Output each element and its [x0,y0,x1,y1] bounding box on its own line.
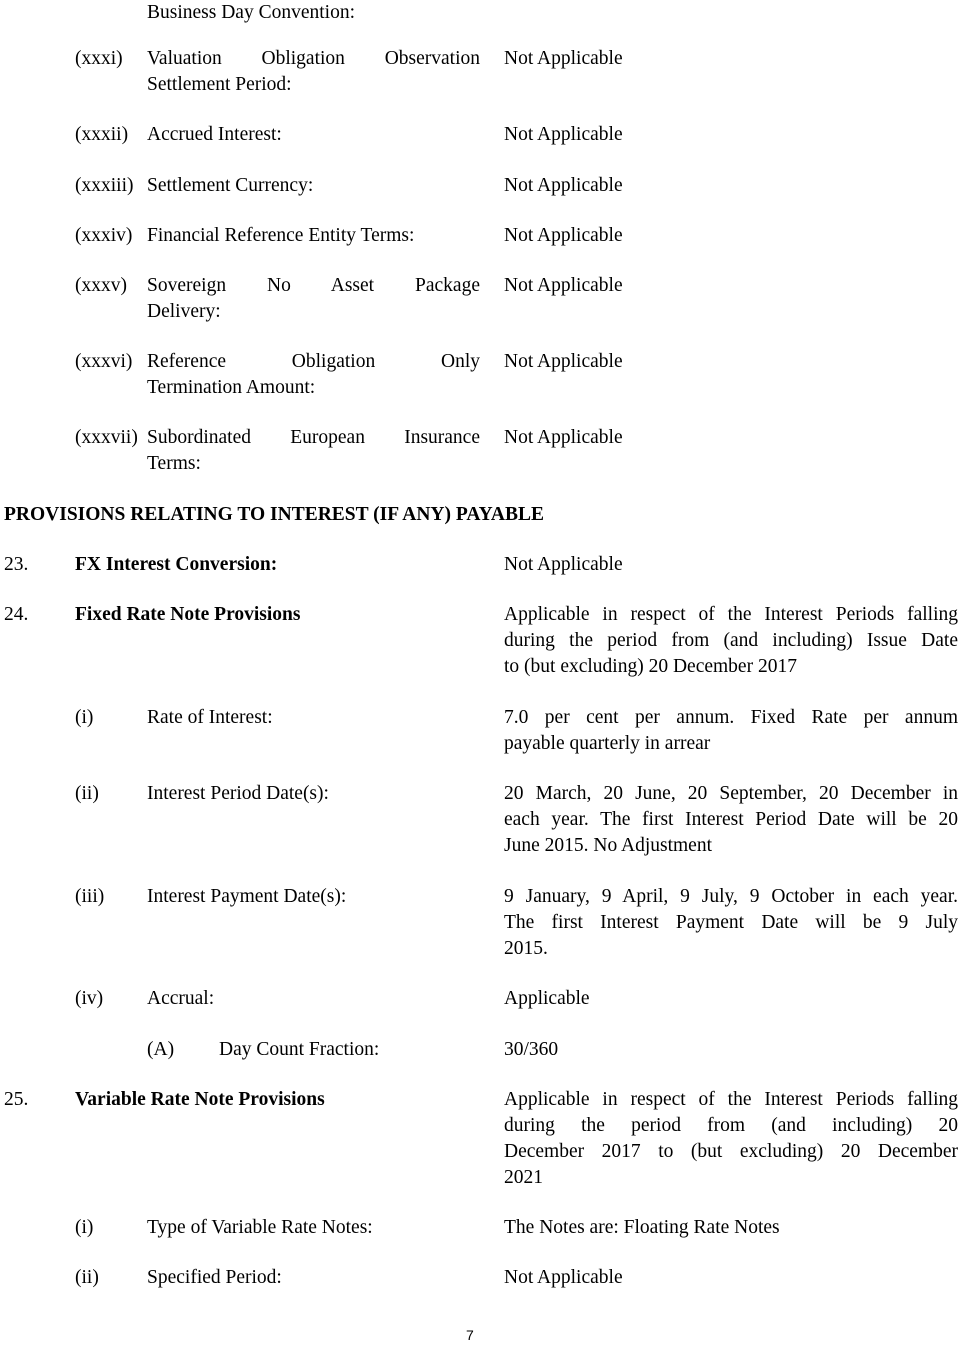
item-label: Settlement Period: [147,74,292,95]
sub-item-value: The Notes are: Floating Rate Notes [504,1217,780,1238]
section-value: Not Applicable [504,554,623,575]
sub-item-value: payable quarterly in arrear [504,733,711,754]
section-value: during the period from (and including) Issue Date [504,630,958,651]
section-label: Fixed Rate Note Provisions [75,604,301,625]
section-number: 23. [4,554,29,575]
item-value: Not Applicable [504,427,623,448]
item-value: Not Applicable [504,351,623,372]
sub-item-number: (iv) [75,988,104,1009]
sub-item-label: Type of Variable Rate Notes: [147,1217,373,1238]
sub-item-value: June 2015. No Adjustment [504,835,712,856]
sub-item-label: Interest Period Date(s): [147,783,329,804]
item-label: Settlement Currency: [147,175,314,196]
section-value: Applicable in respect of the Interest Periods falling [504,604,958,625]
item-value: Not Applicable [504,124,623,145]
item-number: (xxxiii) [75,175,134,196]
item-label: Sovereign No Asset Package [147,275,480,296]
sub-sub-item-number: (A) [147,1039,175,1060]
page-number: 7 [466,1327,474,1343]
item-label: Financial Reference Entity Terms: [147,225,415,246]
section-value: to (but excluding) 20 December 2017 [504,656,797,677]
section-number: 24. [4,604,29,625]
sub-item-value: Not Applicable [504,1267,623,1288]
item-label: Valuation Obligation Observation [147,48,480,69]
item-value: Not Applicable [504,275,623,296]
sub-item-value: 7.0 per cent per annum. Fixed Rate per annum [504,707,958,728]
sub-item-label: Rate of Interest: [147,707,273,728]
item-label: Accrued Interest: [147,124,282,145]
sub-sub-item-value: 30/360 [504,1039,559,1060]
item-number: (xxxii) [75,124,129,145]
item-number: (xxxiv) [75,225,133,246]
section-value: during the period from (and including) 20 [504,1115,958,1136]
item-value: Not Applicable [504,48,623,69]
item-label: Delivery: [147,301,221,322]
sub-item-value: 20 March, 20 June, 20 September, 20 December in [504,783,958,804]
item-label: Termination Amount: [147,377,316,398]
sub-item-label: Specified Period: [147,1267,282,1288]
sub-item-value: The first Interest Payment Date will be 9 July [504,912,958,933]
business-day-convention-label: Business Day Convention: [147,2,355,23]
sub-item-number: (i) [75,707,94,728]
sub-item-value: each year. The first Interest Period Date will be 20 [504,809,958,830]
sub-item-value: 2015. [504,938,548,959]
section-value: Applicable in respect of the Interest Periods falling [504,1089,958,1110]
sub-item-number: (iii) [75,886,105,907]
section-number: 25. [4,1089,29,1110]
item-number: (xxxvii) [75,427,138,448]
item-value: Not Applicable [504,175,623,196]
item-label: Reference Obligation Only [147,351,480,372]
item-label: Terms: [147,453,201,474]
sub-sub-item-label: Day Count Fraction: [219,1039,380,1060]
sub-item-number: (i) [75,1217,94,1238]
sub-item-value: 9 January, 9 April, 9 July, 9 October in each year. [504,886,958,907]
item-number: (xxxi) [75,48,123,69]
item-label: Subordinated European Insurance [147,427,480,448]
section-label: Variable Rate Note Provisions [75,1089,325,1110]
sub-item-label: Interest Payment Date(s): [147,886,347,907]
section-heading: PROVISIONS RELATING TO INTEREST (IF ANY) PAYABLE [4,504,545,525]
item-value: Not Applicable [504,225,623,246]
sub-item-value: Applicable [504,988,590,1009]
sub-item-label: Accrual: [147,988,215,1009]
section-label: FX Interest Conversion: [75,554,278,575]
item-number: (xxxvi) [75,351,133,372]
item-number: (xxxv) [75,275,127,296]
section-value: 2021 [504,1167,543,1188]
sub-item-number: (ii) [75,1267,99,1288]
section-value: December 2017 to (but excluding) 20 December [504,1141,958,1162]
sub-item-number: (ii) [75,783,99,804]
